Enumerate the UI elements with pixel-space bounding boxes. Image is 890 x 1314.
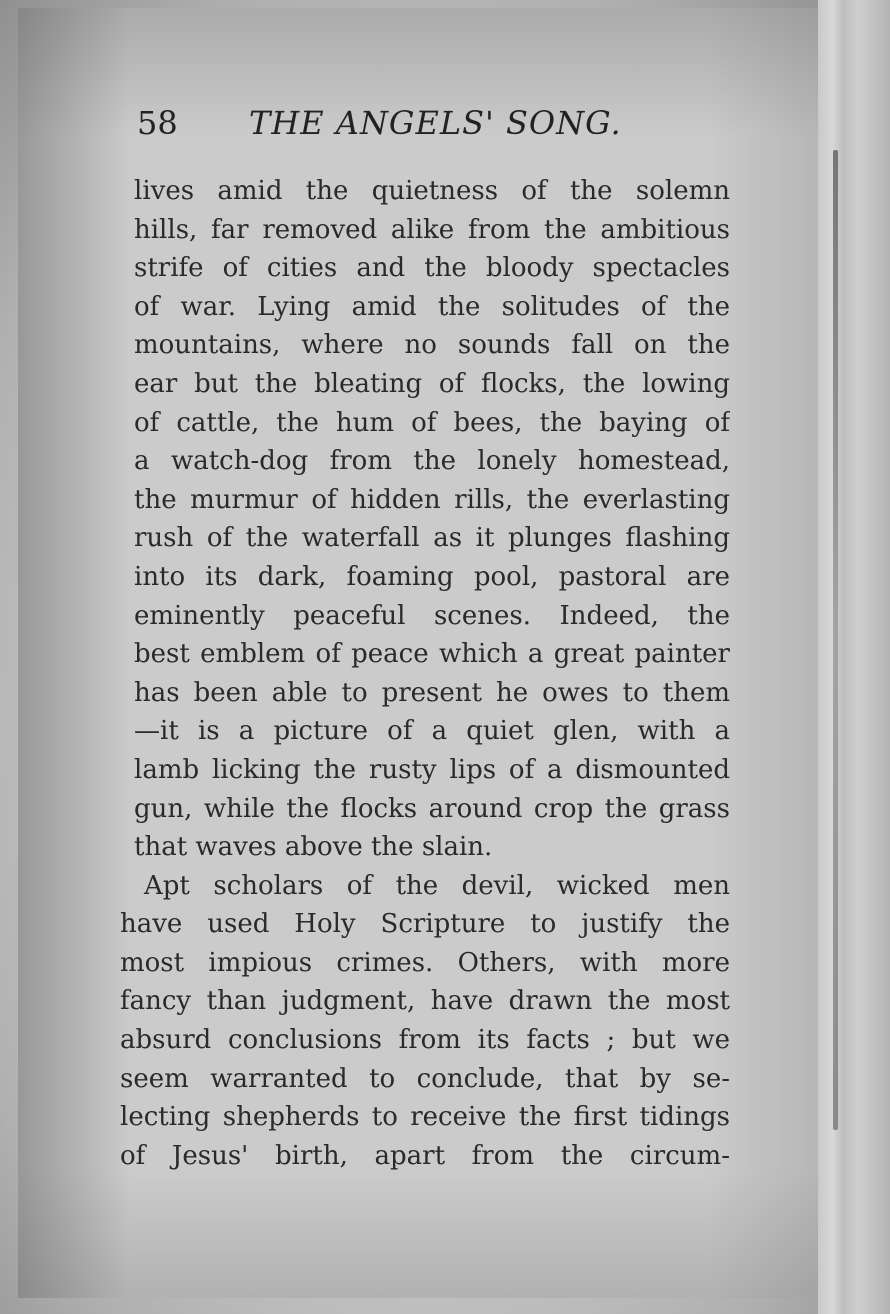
gutter-shadow: [833, 150, 838, 1130]
text-line: seem warranted to conclude, that by se-: [120, 1063, 730, 1094]
text-line: of cattle, the hum of bees, the baying of: [134, 407, 730, 438]
text-line: fancy than judgment, have drawn the most: [120, 986, 730, 1017]
text-line: eminently peaceful scenes. Indeed, the: [134, 600, 730, 631]
text-line: hills, far removed alike from the ambitious: [134, 214, 730, 245]
text-line: lamb licking the rusty lips of a dismounted: [134, 754, 730, 785]
paragraph-2: [120, 867, 730, 1176]
text-line: lives amid the quietness of the solemn: [134, 176, 730, 206]
book-gutter: [818, 0, 890, 1314]
text-line: the murmur of hidden rills, the everlasting: [134, 484, 730, 515]
text-line: gun, while the flocks around crop the grass: [134, 793, 730, 824]
paragraph-1: [134, 172, 730, 867]
text-line: best emblem of peace which a great painter: [134, 639, 730, 670]
text-line: lecting shepherds to receive the first tidings: [120, 1102, 730, 1133]
body-text: [120, 172, 730, 1175]
running-title: THE ANGELS' SONG.: [249, 104, 622, 142]
running-head: [137, 104, 737, 148]
text-line: most impious crimes. Others, with more: [120, 947, 730, 978]
text-line: Apt scholars of the devil, wicked men: [144, 870, 730, 901]
text-line: of war. Lying amid the solitudes of the: [134, 291, 730, 322]
text-line: of Jesus' birth, apart from the circum-: [120, 1140, 730, 1171]
text-line: rush of the waterfall as it plunges flashing: [134, 523, 730, 554]
text-line: have used Holy Scripture to justify the: [120, 909, 730, 940]
text-line: mountains, where no sounds fall on the: [134, 330, 730, 361]
page-number: 58: [137, 104, 178, 142]
text-line: a watch-dog from the lonely homestead,: [134, 446, 730, 477]
text-line: ear but the bleating of flocks, the lowing: [134, 368, 730, 399]
text-line: strife of cities and the bloody spectacles: [134, 253, 730, 284]
text-line: —it is a picture of a quiet glen, with a: [134, 716, 730, 747]
text-line: into its dark, foaming pool, pastoral are: [134, 561, 730, 592]
text-line: that waves above the slain.: [134, 832, 493, 863]
text-line: absurd conclusions from its facts ; but we: [120, 1025, 730, 1056]
text-line: has been able to present he owes to them: [134, 677, 730, 708]
